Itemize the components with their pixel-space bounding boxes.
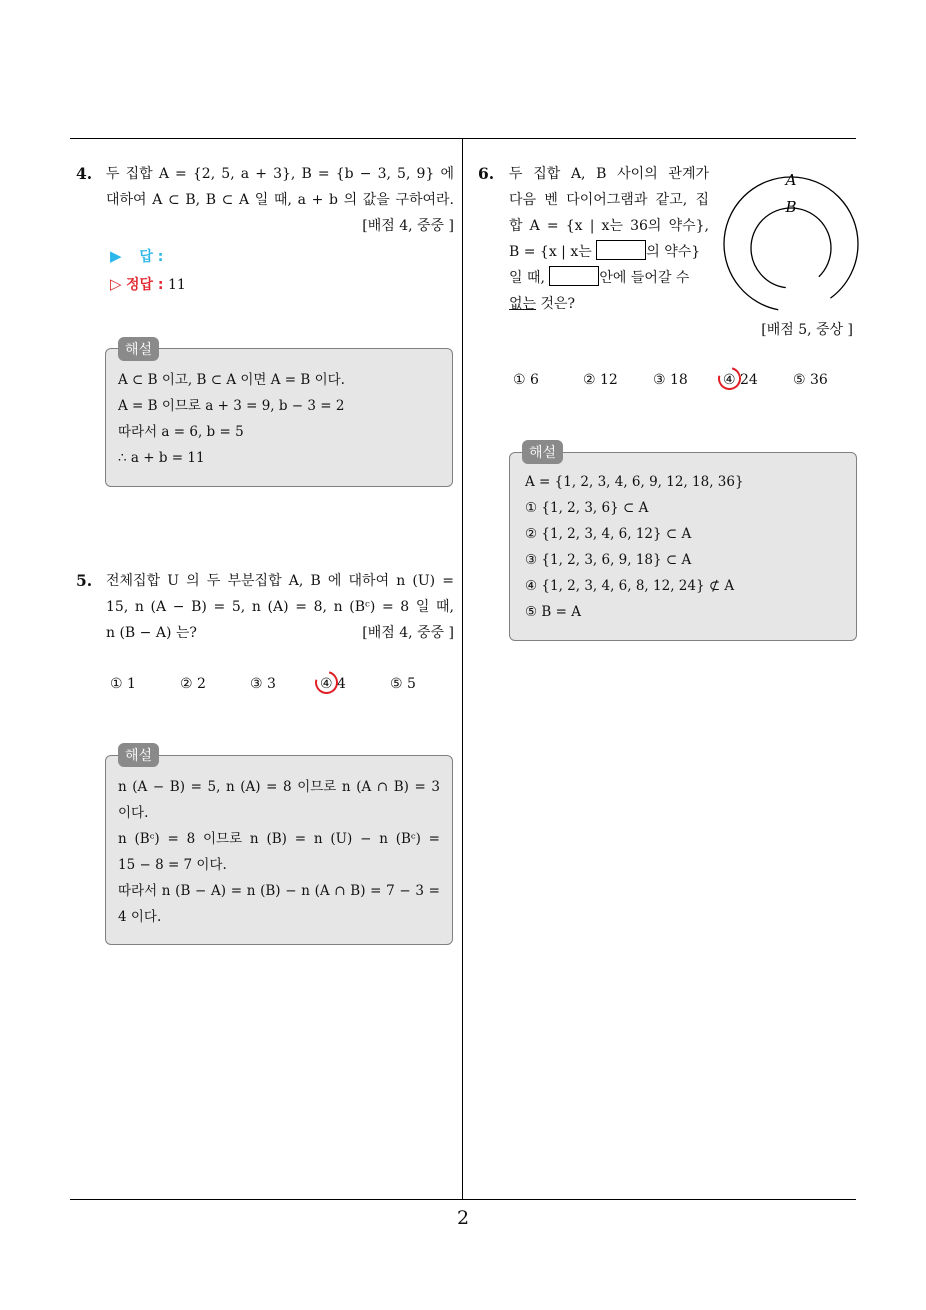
question-5-solution-box [105,755,453,945]
question-6-line: 것은? [536,296,576,312]
solution-line: 4 이다. [118,909,162,925]
choice-2[interactable]: ② 12 [583,372,618,388]
solution-line: n (A − B) = 5, n (A) = 8 이므로 n (A ∩ B) = 3 [118,779,440,795]
solution-tag: 해설 [118,337,159,361]
correct-answer-row [110,274,186,294]
question-4-score: [배점 4, 중중 ] [362,218,454,234]
correct-answer-label: 정답 : [126,277,164,293]
solution-line: 따라서 n (B − A) = n (B) − n (A ∩ B) = 7 − 3 = [118,883,440,899]
choice-3[interactable]: ③ 18 [653,372,688,388]
solution-line: ⑤ B = A [525,604,581,620]
solution-line: A = B 이므로 a + 3 = 9, b − 3 = 2 [118,398,345,414]
question-5-score: [배점 4, 중중 ] [362,625,454,641]
solution-line: ∴ a + b = 11 [118,450,205,466]
answer-label: 답 : [139,249,164,265]
correct-arrow-icon: ▷ [110,275,122,293]
question-5-last-line [106,620,454,646]
solution-tag: 해설 [118,743,159,767]
question-5-number: 5. [76,571,93,590]
solution-line: ④ {1, 2, 3, 4, 6, 8, 12, 24} ⊄ A [525,578,735,594]
venn-diagram [722,168,860,318]
solution-line: ② {1, 2, 3, 4, 6, 12} ⊂ A [525,526,692,542]
choice-1[interactable]: ① 1 [110,676,136,692]
choice-2[interactable]: ② 2 [180,676,206,692]
venn-circle-b [751,208,831,288]
solution-line: ③ {1, 2, 3, 6, 9, 18} ⊂ A [525,552,692,568]
selected-mark-icon [714,363,745,394]
answer-blank-box [596,240,646,260]
solution-line: A = {1, 2, 3, 4, 6, 9, 12, 18, 36} [525,474,744,490]
answer-input-row[interactable] [110,246,163,266]
question-6-line: 안에 들어갈 수 [599,270,690,286]
question-6-number: 6. [478,164,495,183]
solution-line: n (Bᶜ) = 8 이므로 n (B) = n (U) − n (Bᶜ) = [118,831,440,847]
question-6-line: 의 약수} [646,244,701,260]
question-6-line: 두 집합 A, B 사이의 관계가 [509,166,709,182]
answer-blank-box [549,266,599,286]
question-5-choices [110,676,450,696]
choice-5[interactable]: ⑤ 36 [793,372,828,388]
top-rule [70,138,856,139]
question-6-text [509,161,709,317]
choice-4[interactable]: ④ 4 [320,676,346,692]
question-6-line: 합 A = {x | x는 36의 약수}, [509,218,709,234]
question-5-line: 전체집합 U 의 두 부분집합 A, B 에 대하여 n (U) = [106,573,454,589]
question-6-score-wrap [709,317,853,343]
solution-line: ① {1, 2, 3, 6} ⊂ A [525,500,649,516]
question-6-choices [513,372,843,392]
question-5-line: 15, n (A − B) = 5, n (A) = 8, n (Bᶜ) = 8 일 때, [106,599,454,615]
choice-1[interactable]: ① 6 [513,372,539,388]
question-4-number: 4. [76,164,93,183]
question-4-line: 대하여 A ⊂ B, B ⊂ A 일 때, a + b 의 값을 구하여라. [106,192,454,208]
choice-3[interactable]: ③ 3 [250,676,276,692]
question-6-solution-box [509,452,857,641]
answer-arrow-icon: ▶ [110,247,122,265]
question-4-solution-box [105,348,453,487]
question-6-line: 다음 벤 다이어그램과 같고, 집 [509,192,709,208]
question-6-underlined-word: 없는 [509,296,537,312]
question-6-line-5 [509,265,709,291]
bottom-rule [70,1199,856,1200]
question-6-line: B = {x | x는 [509,244,592,260]
solution-tag: 해설 [522,440,563,464]
column-divider [462,139,463,1199]
page-number: 2 [456,1207,470,1229]
choice-4[interactable]: ④ 24 [723,372,758,388]
selected-mark-icon [311,667,342,698]
question-5-text [106,568,454,646]
solution-line: 15 − 8 = 7 이다. [118,857,227,873]
question-6-line: 일 때, [509,270,545,286]
question-4-text [106,161,454,239]
choice-5[interactable]: ⑤ 5 [390,676,416,692]
venn-label-a: A [785,171,797,189]
question-6-score: [배점 5, 중상 ] [761,322,853,338]
solution-line: 이다. [118,805,149,821]
venn-label-b: B [785,198,797,216]
solution-line: A ⊂ B 이고, B ⊂ A 이면 A = B 이다. [118,372,345,388]
solution-line: 따라서 a = 6, b = 5 [118,424,244,440]
question-4-line: 두 집합 A = {2, 5, a + 3}, B = {b − 3, 5, 9} 에 [106,166,454,182]
question-5-line: n (B − A) 는? [106,625,197,641]
question-6-line-6 [509,291,709,317]
correct-answer-value: 11 [167,277,186,293]
question-6-line-4 [509,239,709,265]
